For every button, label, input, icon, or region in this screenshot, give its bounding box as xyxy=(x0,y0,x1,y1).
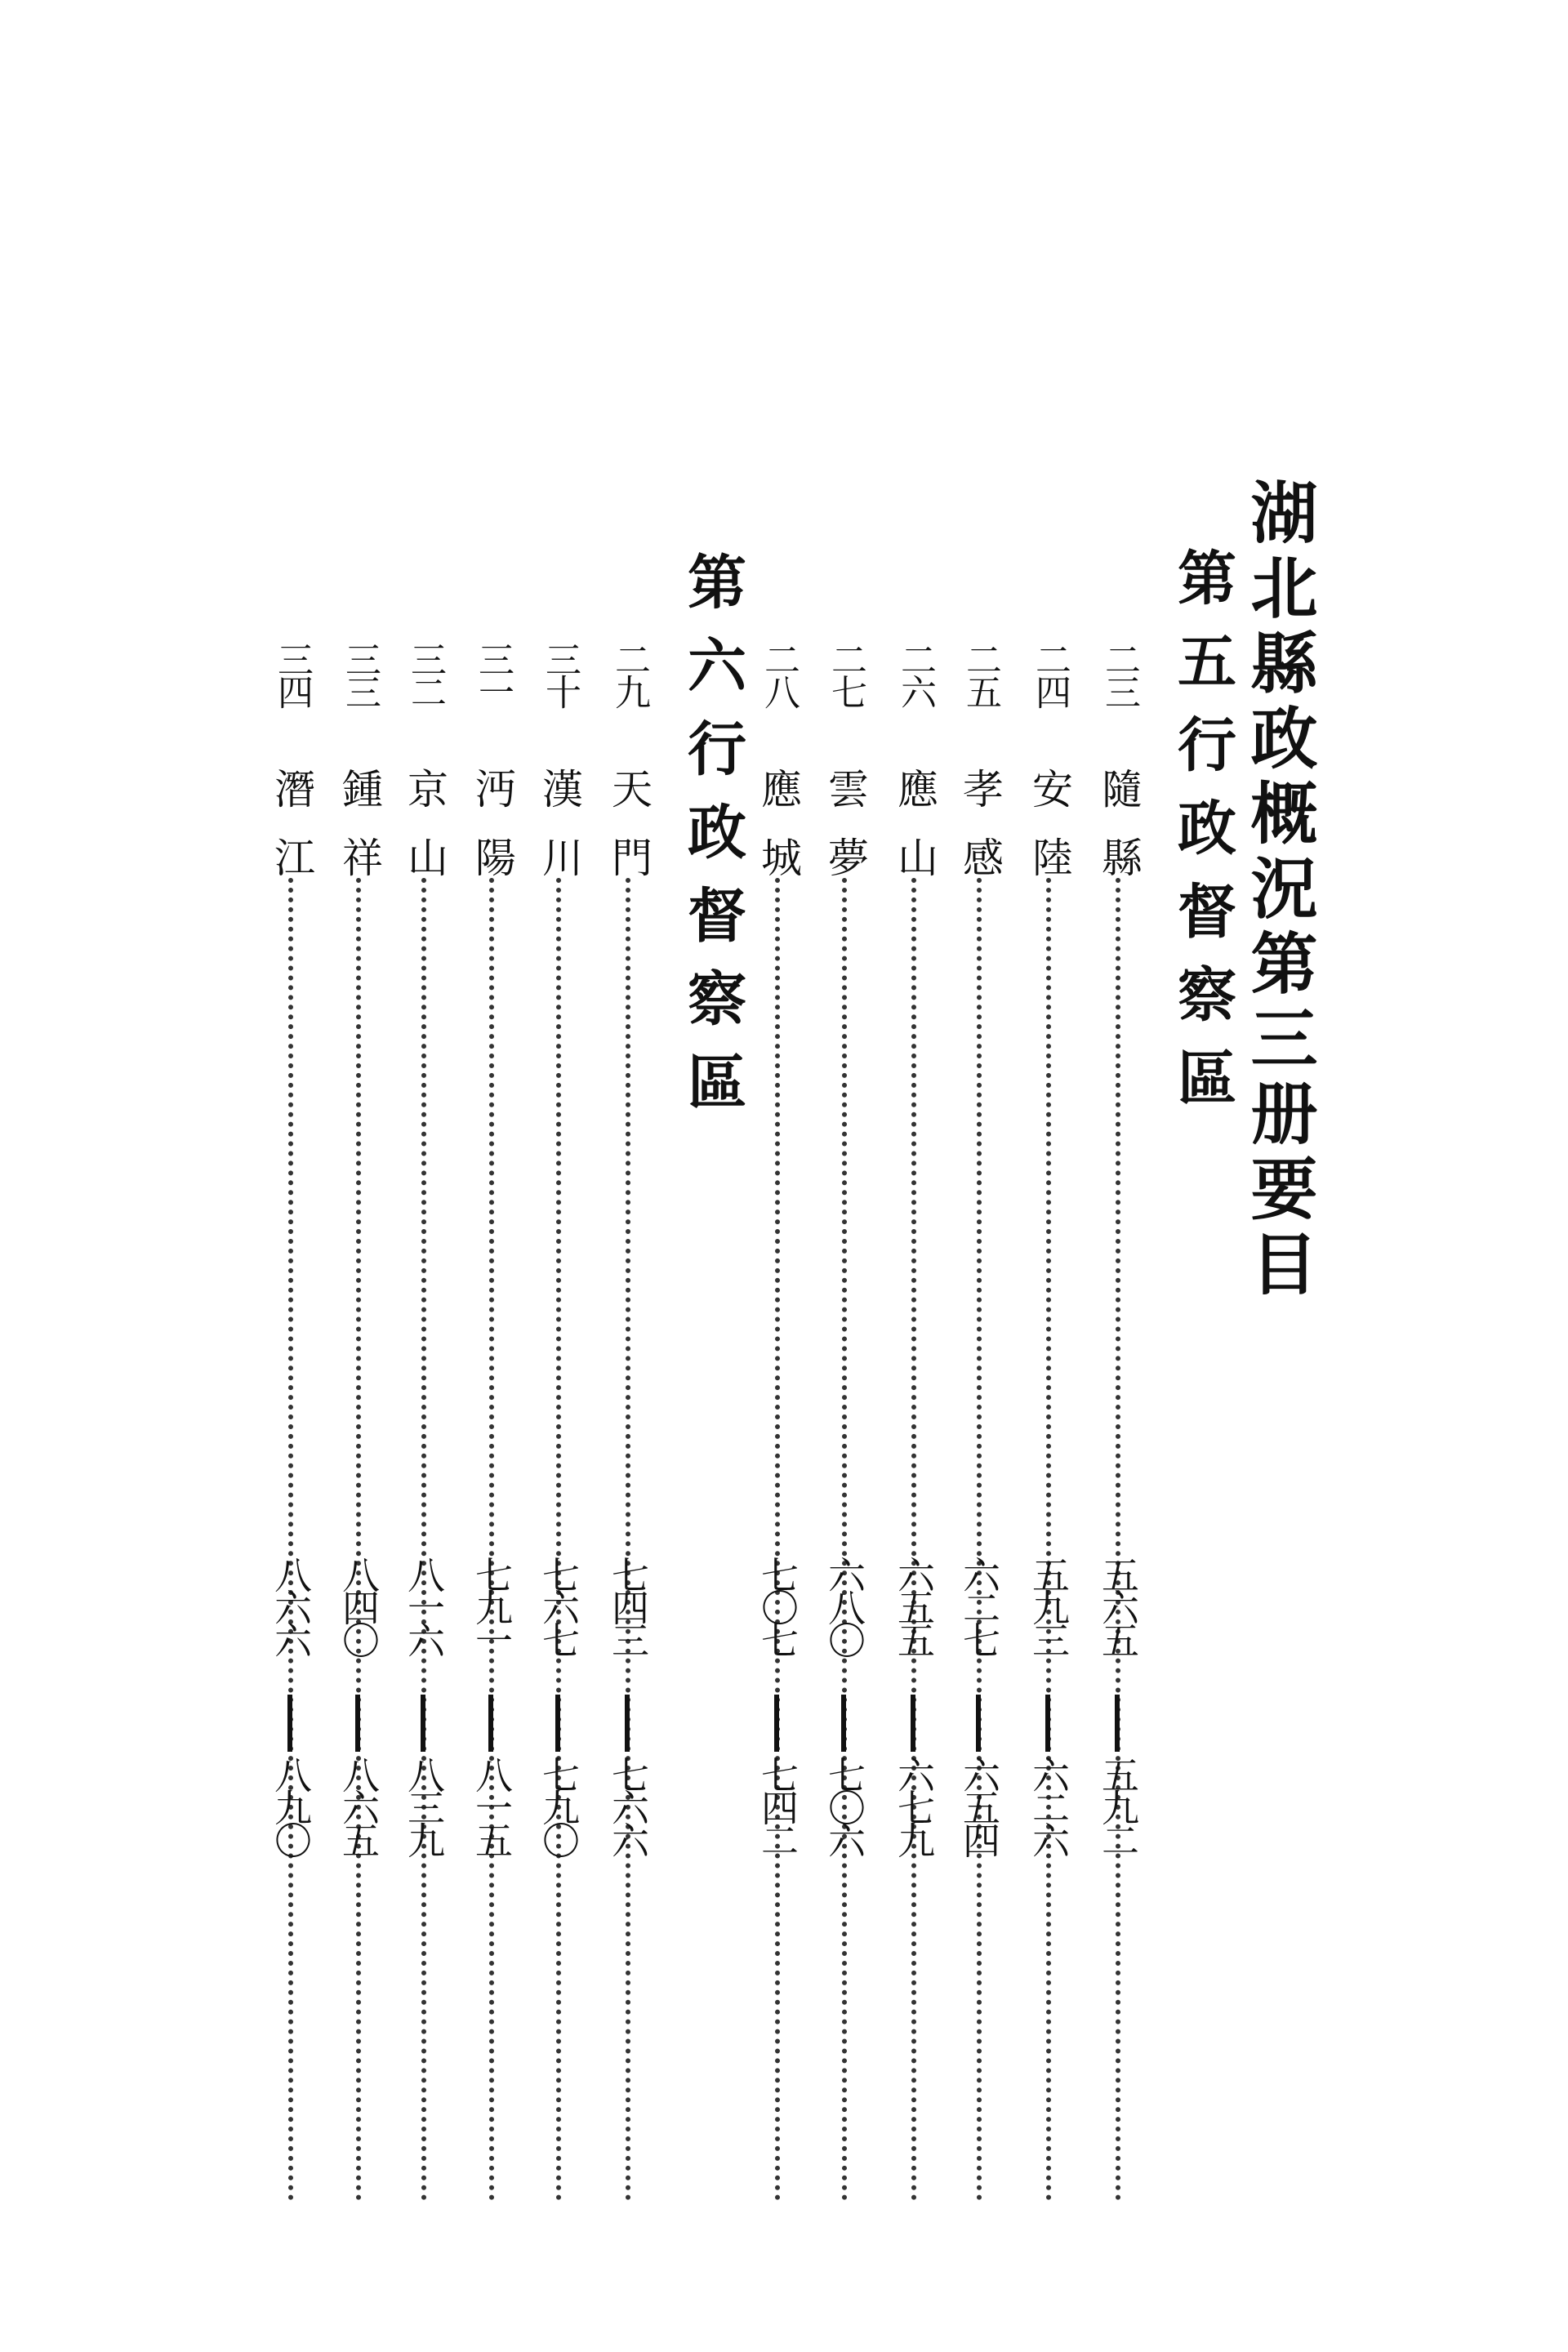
dot-leader xyxy=(288,878,293,2201)
entry-number: 三十 xyxy=(539,641,581,706)
entry-number: 三三 xyxy=(339,641,381,706)
toc-entry[interactable] xyxy=(331,641,388,1899)
entry-county-name: 漢川 xyxy=(536,768,583,905)
page-range-dash xyxy=(976,1695,981,1752)
entry-county-name: 應山 xyxy=(891,768,938,905)
toc-entry[interactable] xyxy=(886,641,943,1899)
section-heading-5: 第五行政督察區 xyxy=(1168,547,1237,1130)
entry-page-start: 六五五 xyxy=(892,1556,936,1654)
entry-page-end: 七〇六 xyxy=(822,1756,866,1854)
entry-number: 二四 xyxy=(1029,641,1071,706)
dot-leader xyxy=(556,878,561,2201)
toc-entry[interactable] xyxy=(1090,641,1147,1899)
page-range-dash xyxy=(488,1695,493,1752)
entry-page-start: 六八〇 xyxy=(822,1556,866,1654)
dot-leader xyxy=(489,878,494,2201)
entry-page-end: 八六五 xyxy=(336,1756,381,1854)
page-range-dash xyxy=(1045,1695,1050,1752)
entry-page-end: 六五四 xyxy=(957,1756,1001,1854)
dot-leader xyxy=(1046,878,1051,2201)
entry-number: 二三 xyxy=(1098,641,1140,706)
toc-entry[interactable] xyxy=(396,641,453,1899)
entry-page-start: 八六六 xyxy=(269,1556,313,1654)
page-range-dash xyxy=(555,1695,560,1752)
entry-number: 二九 xyxy=(608,641,650,706)
dot-leader xyxy=(977,878,982,2201)
entry-number: 三二 xyxy=(404,641,446,706)
entry-county-name: 安陸 xyxy=(1026,768,1073,905)
dot-leader xyxy=(775,878,780,2201)
dot-leader xyxy=(356,878,361,2201)
entry-county-name: 雲夢 xyxy=(822,768,869,905)
toc-entry[interactable] xyxy=(263,641,320,1899)
entry-page-start: 七四三 xyxy=(606,1556,650,1654)
entry-page-end: 五九二 xyxy=(1096,1756,1140,1854)
entry-page-start: 八一六 xyxy=(402,1556,446,1654)
page-range-dash xyxy=(287,1695,292,1752)
entry-page-start: 七九一 xyxy=(470,1556,514,1654)
toc-entry[interactable] xyxy=(464,641,521,1899)
page-range-dash xyxy=(355,1695,360,1752)
section-heading-6: 第六行政督察區 xyxy=(678,551,747,1134)
entry-page-start: 六二七 xyxy=(957,1556,1001,1654)
entry-number: 二六 xyxy=(894,641,936,706)
entry-page-end: 七九〇 xyxy=(537,1756,581,1854)
page-range-dash xyxy=(911,1695,915,1752)
entry-page-start: 七六七 xyxy=(537,1556,581,1654)
entry-page-start: 八四〇 xyxy=(336,1556,381,1654)
dot-leader xyxy=(842,878,847,2201)
entry-page-end: 六二六 xyxy=(1027,1756,1071,1854)
entry-county-name: 鍾祥 xyxy=(336,768,383,905)
toc-entry[interactable] xyxy=(817,641,874,1899)
dot-leader xyxy=(626,878,630,2201)
entry-number: 二八 xyxy=(758,641,800,706)
entry-county-name: 潛江 xyxy=(268,768,315,905)
entry-county-name: 沔陽 xyxy=(469,768,516,905)
entry-page-end: 八一五 xyxy=(470,1756,514,1854)
entry-number: 二五 xyxy=(960,641,1001,706)
page-range-dash xyxy=(421,1695,425,1752)
entry-county-name: 隨縣 xyxy=(1095,768,1143,905)
toc-entry[interactable] xyxy=(1021,641,1078,1899)
entry-number: 二七 xyxy=(825,641,866,706)
entry-page-start: 七〇七 xyxy=(755,1556,800,1654)
entry-page-end: 八三九 xyxy=(402,1756,446,1854)
entry-page-end: 七六六 xyxy=(606,1756,650,1854)
entry-county-name: 孝感 xyxy=(956,768,1004,905)
page-range-dash xyxy=(1115,1695,1120,1752)
entry-page-start: 五六五 xyxy=(1096,1556,1140,1654)
page-range-dash xyxy=(841,1695,846,1752)
entry-county-name: 應城 xyxy=(755,768,802,905)
toc-entry[interactable] xyxy=(750,641,807,1899)
entry-county-name: 天門 xyxy=(605,768,653,905)
toc-entry[interactable] xyxy=(531,641,588,1899)
entry-page-end: 七四二 xyxy=(755,1756,800,1854)
entry-page-end: 八九〇 xyxy=(269,1756,313,1854)
entry-number: 三四 xyxy=(271,641,313,706)
dot-leader xyxy=(1116,878,1120,2201)
entry-page-end: 六七九 xyxy=(892,1756,936,1854)
entry-number: 三一 xyxy=(472,641,514,706)
toc-entry[interactable] xyxy=(600,641,657,1899)
entry-county-name: 京山 xyxy=(401,768,448,905)
entry-page-start: 五九三 xyxy=(1027,1556,1071,1654)
document-title: 湖北縣政概況第三册要目 xyxy=(1240,478,1318,1304)
toc-entry[interactable] xyxy=(951,641,1009,1899)
page-range-dash xyxy=(774,1695,779,1752)
dot-leader xyxy=(421,878,426,2201)
dot-leader xyxy=(911,878,916,2201)
page-range-dash xyxy=(625,1695,630,1752)
